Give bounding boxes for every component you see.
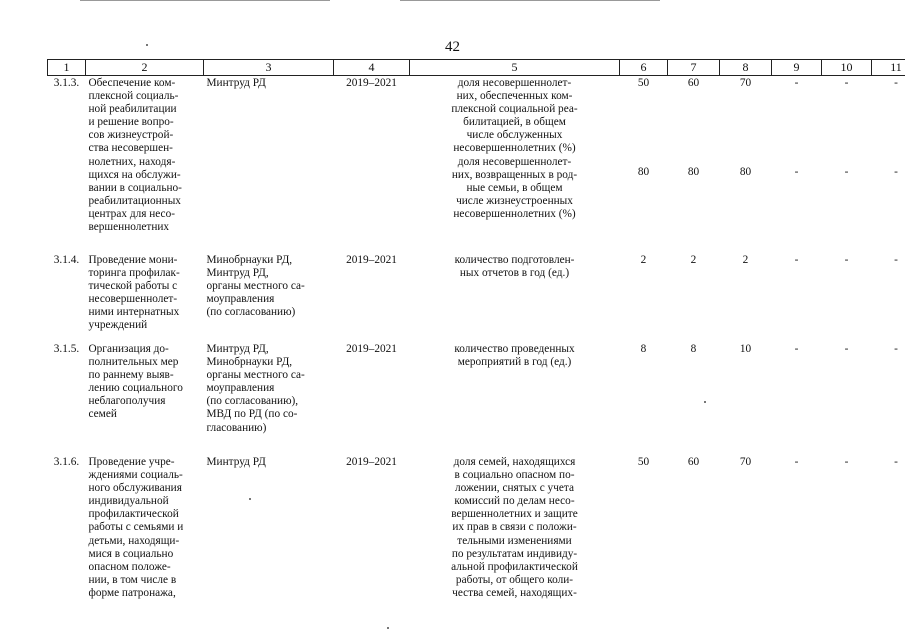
indicator (410, 76, 620, 254)
period: 2019–2021 (346, 254, 397, 266)
text-line: нии, в том числе в (88, 573, 177, 586)
text-line: чества семей, находящих- (452, 586, 577, 599)
text-line: билитацией, в общем (463, 116, 566, 129)
text-line: альной профилактической (451, 560, 578, 573)
column-header-4: 4 (334, 60, 410, 76)
text-line: ных отчетов в год (ед.) (459, 267, 570, 280)
measure-name (86, 76, 204, 254)
text-line: количество проведенных (454, 343, 575, 355)
value-col-6: 50 (637, 456, 650, 468)
text-line: ждениями социаль- (88, 469, 183, 482)
value-col-8: 70 (739, 456, 752, 468)
text-line: мися в социально (88, 547, 174, 560)
column-header-9: 9 (772, 60, 822, 76)
text-line: работы с семьями и (88, 521, 184, 534)
value-col-11: - (894, 254, 898, 266)
text-line: несовершеннолетних (%) (453, 142, 576, 155)
column-header-5: 5 (410, 60, 620, 76)
text-line: Проведение мони- (88, 254, 178, 266)
value-col-10 (822, 76, 872, 254)
value: - (894, 166, 898, 179)
indicator (410, 455, 620, 626)
executor (204, 253, 334, 342)
value-col-6: 8 (640, 343, 647, 355)
value: - (794, 77, 799, 89)
text-line: их прав в связи с положи- (452, 521, 577, 534)
text-line: плексной социаль- (88, 90, 179, 103)
page-number: 42 (445, 39, 460, 55)
text-line: комиссий по делам несо- (454, 495, 575, 508)
text-line: полнительных мер (88, 356, 179, 369)
column-header-2: 2 (86, 60, 204, 76)
value-col-9 (772, 76, 822, 254)
text-line: Минтруд РД (206, 77, 266, 89)
table-row (48, 455, 905, 626)
text-line: Организация до- (88, 343, 169, 355)
text-line: моуправления (206, 382, 275, 395)
text-line: Минтруд РД (206, 456, 266, 468)
text-line: (по согласованию), (206, 395, 299, 408)
value: - (844, 166, 849, 179)
text-line: органы местного са- (206, 280, 305, 293)
text-line: них, обеспеченных ком- (456, 90, 573, 103)
text-line: ложении, снятых с учета (455, 482, 574, 495)
text-line: Минобрнауки РД, (206, 254, 293, 266)
text-line: сов жизнеустрой- (88, 129, 174, 142)
scan-speck (704, 401, 706, 403)
text-line: Обеспечение ком- (88, 77, 176, 89)
text-line: доля семей, находящихся (453, 456, 576, 468)
row-number: 3.1.5. (53, 343, 80, 355)
text-line: ные семьи, в общем (466, 181, 563, 194)
value-col-7: 60 (687, 456, 700, 468)
scan-speck (249, 498, 251, 500)
scan-speck (146, 44, 148, 46)
text-line: моуправления (206, 293, 275, 306)
text-line: несовершеннолетних (%) (453, 207, 576, 220)
value-col-11 (872, 76, 905, 254)
value: 50 (637, 77, 650, 89)
text-line: учреждений (88, 319, 148, 332)
text-line: Минтруд РД, (206, 267, 269, 280)
row-number: 3.1.6. (53, 456, 80, 468)
indicator (410, 342, 620, 455)
text-line: работы, от общего коли- (455, 573, 574, 586)
text-line: мероприятий в год (ед.) (457, 356, 572, 369)
text-line: вершеннолетних (88, 221, 170, 234)
text-line: щихся на обслужи- (88, 168, 181, 181)
text-line: лению социального (88, 382, 183, 395)
text-line: в социально опасном по- (454, 469, 575, 482)
program-table (47, 59, 905, 626)
executor (204, 455, 334, 626)
text-line: по результатам индивиду- (451, 547, 578, 560)
text-line: тической работы с (88, 280, 178, 293)
value-col-9: - (794, 343, 799, 355)
text-line: детьми, находящи- (88, 534, 180, 547)
value-col-11: - (894, 343, 898, 355)
text-line: МВД по РД (по со- (206, 408, 298, 421)
column-header-11: 11 (872, 60, 905, 76)
value-col-7: 2 (690, 254, 697, 266)
text-line: неблагополучия (88, 395, 166, 408)
text-line: форме патронажа, (88, 586, 176, 599)
text-line: тельными изменениями (457, 534, 572, 547)
text-line: Минобрнауки РД, (206, 356, 293, 369)
value-col-6 (620, 76, 668, 254)
text-line: числе обслуженных (466, 129, 563, 142)
text-line: плексной социальной реа- (451, 103, 578, 116)
value-col-6: 2 (640, 254, 647, 266)
text-line: профилактической (88, 508, 179, 521)
value-col-8 (720, 76, 772, 254)
top-edge-line-left (80, 0, 330, 1)
text-line: гласованию) (206, 421, 267, 434)
measure-name (86, 253, 204, 342)
period: 2019–2021 (346, 343, 397, 355)
text-line: (по согласованию) (206, 306, 296, 319)
value-col-9: - (794, 456, 799, 468)
table-row (48, 253, 905, 342)
period: 2019–2021 (346, 456, 397, 468)
executor (204, 76, 334, 254)
value-col-10: - (844, 456, 849, 468)
value: - (794, 166, 799, 179)
table-row (48, 342, 905, 455)
text-line: доля несовершеннолет- (457, 155, 572, 168)
table-row (48, 76, 905, 254)
value-col-8: 2 (742, 254, 749, 266)
value: 60 (687, 77, 700, 89)
executor (204, 342, 334, 455)
text-line: органы местного са- (206, 369, 305, 382)
text-line: доля несовершеннолет- (457, 77, 572, 89)
value: - (844, 77, 849, 89)
row-number: 3.1.3. (53, 77, 80, 89)
text-line: них, возвращенных в род- (451, 168, 578, 181)
value-col-11: - (894, 456, 898, 468)
column-header-8: 8 (720, 60, 772, 76)
text-line: вании в социально- (88, 181, 182, 194)
text-line: ними интернатных (88, 306, 180, 319)
text-line: числе жизнеустроенных (456, 194, 573, 207)
value: 80 (739, 166, 752, 179)
column-header-7: 7 (668, 60, 720, 76)
value-col-7: 8 (690, 343, 697, 355)
scan-speck (387, 627, 389, 629)
text-line: опасном положе- (88, 560, 171, 573)
value: 70 (739, 77, 752, 89)
text-line: ства несовершен- (88, 142, 173, 155)
column-header-3: 3 (204, 60, 334, 76)
value: 80 (637, 166, 650, 179)
text-line: реабилитационных (88, 194, 181, 207)
row-number: 3.1.4. (53, 254, 80, 266)
text-line: центрах для несо- (88, 207, 175, 220)
value: 80 (687, 166, 700, 179)
value-col-7 (668, 76, 720, 254)
text-line: и решение вопро- (88, 116, 174, 129)
text-line: ного обслуживания (88, 482, 182, 495)
period: 2019–2021 (346, 77, 397, 89)
text-line: несовершеннолет- (88, 293, 178, 306)
column-header-1: 1 (48, 60, 86, 76)
measure-name (86, 455, 204, 626)
column-header-6: 6 (620, 60, 668, 76)
header-row (48, 60, 905, 76)
indicator (410, 253, 620, 342)
value-col-9: - (794, 254, 799, 266)
top-edge-line-right (400, 0, 660, 1)
text-line: по раннему выяв- (88, 369, 174, 382)
text-line: ной реабилитации (88, 103, 177, 116)
value-col-10: - (844, 343, 849, 355)
column-header-10: 10 (822, 60, 872, 76)
text-line: индивидуальной (88, 495, 169, 508)
text-line: торинга профилак- (88, 267, 180, 280)
text-line: семей (88, 408, 117, 421)
text-line: количество подготовлен- (454, 254, 575, 266)
value: - (894, 77, 898, 89)
text-line: нолетних, находя- (88, 155, 176, 168)
text-line: Проведение учре- (88, 456, 175, 468)
value-col-10: - (844, 254, 849, 266)
measure-name (86, 342, 204, 455)
value-col-8: 10 (739, 343, 752, 355)
text-line: вершеннолетних и защите (451, 508, 578, 521)
text-line: Минтруд РД, (206, 343, 269, 355)
